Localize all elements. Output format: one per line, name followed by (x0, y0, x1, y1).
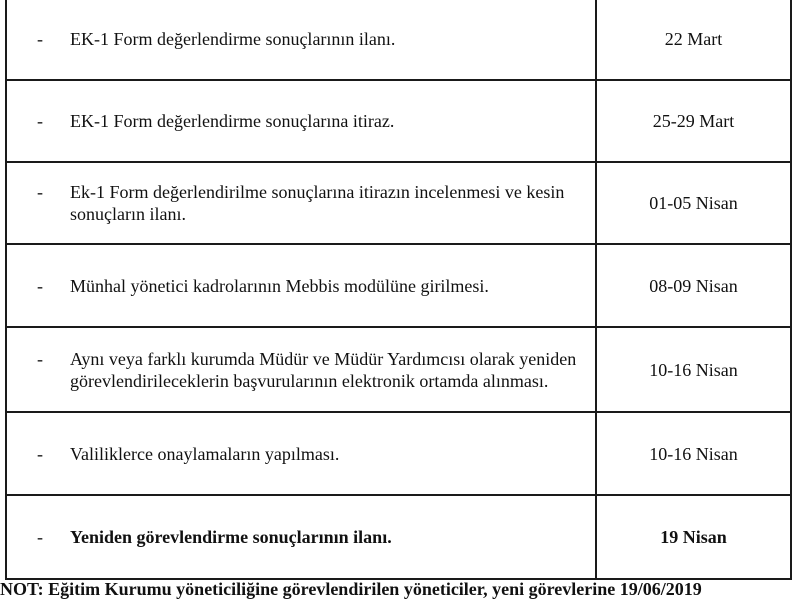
task-cell (6, 80, 596, 162)
task-cell (6, 244, 596, 327)
list-dash: - (37, 275, 43, 296)
task-text: EK-1 Form değerlendirme sonuçlarının ilanı. (70, 29, 396, 49)
table-row (6, 412, 791, 495)
table-row (6, 327, 791, 412)
date-cell (596, 0, 791, 80)
date-text: 25-29 Mart (652, 111, 735, 131)
list-dash: - (37, 29, 43, 49)
list-dash: - (37, 111, 43, 131)
footnote: NOT: Eğitim Kurumu yöneticiliğine görevlendirilen yöneticiler, yeni görevlerine 19/06/2019 (0, 579, 702, 599)
task-cell (6, 412, 596, 495)
task-text: Ek-1 Form değerlendirilme sonuçlarına itirazın incelenmesi ve kesin sonuçların ilanı. (70, 182, 565, 224)
table-row (6, 80, 791, 162)
task-text: EK-1 Form değerlendirme sonuçlarına itiraz. (70, 111, 395, 131)
task-cell (6, 327, 596, 412)
task-cell (6, 495, 596, 579)
schedule-table (5, 0, 792, 580)
date-cell (596, 327, 791, 412)
table-row (6, 495, 791, 579)
table-row (6, 162, 791, 244)
list-dash: - (37, 443, 43, 464)
task-text: Valiliklerce onaylamaların yapılması. (70, 443, 340, 464)
date-text: 10-16 Nisan (649, 443, 738, 464)
task-text: Yeniden görevlendirme sonuçlarının ilanı. (70, 527, 392, 547)
date-text: 22 Mart (664, 29, 723, 49)
task-cell (6, 162, 596, 244)
date-cell (596, 495, 791, 579)
table-row (6, 244, 791, 327)
list-dash: - (37, 182, 43, 202)
date-text: 08-09 Nisan (649, 275, 738, 296)
date-cell (596, 244, 791, 327)
date-cell (596, 80, 791, 162)
date-cell (596, 162, 791, 244)
list-dash: - (37, 527, 43, 547)
table-row (6, 0, 791, 80)
date-text: 10-16 Nisan (649, 359, 738, 380)
task-text: Aynı veya farklı kurumda Müdür ve Müdür Yardımcısı olarak yeniden görevlendirileceklerin başvurularının elektronik ortamda alınması. (70, 348, 577, 391)
task-cell (6, 0, 596, 80)
task-text: Münhal yönetici kadrolarının Mebbis modülüne girilmesi. (70, 275, 489, 296)
date-text: 19 Nisan (660, 527, 727, 547)
date-text: 01-05 Nisan (649, 193, 738, 213)
date-cell (596, 412, 791, 495)
list-dash: - (37, 348, 43, 369)
